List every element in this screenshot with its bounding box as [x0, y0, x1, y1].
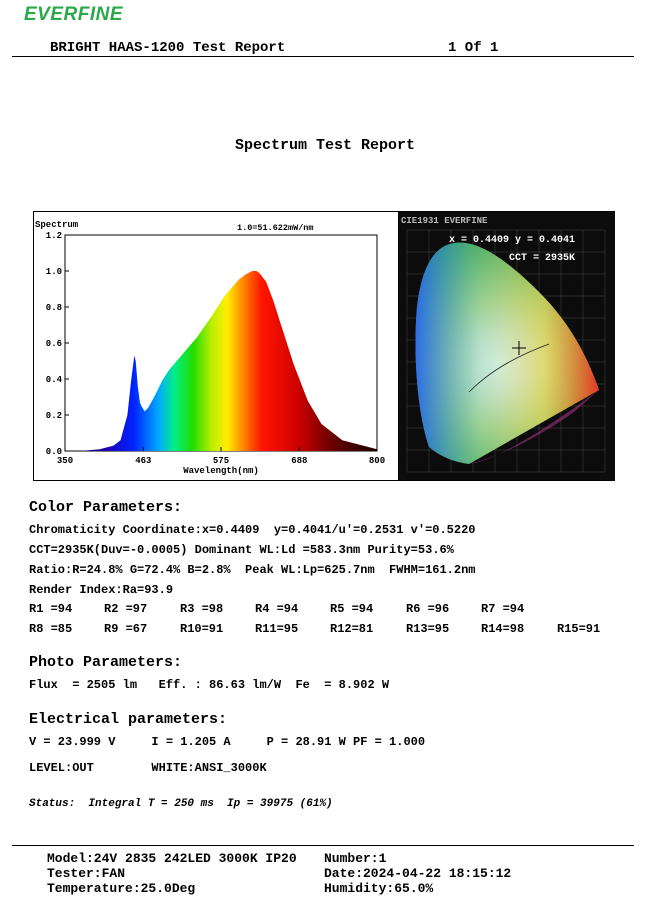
- report-title: Spectrum Test Report: [234, 137, 416, 154]
- chromaticity-line: Chromaticity Coordinate:x=0.4409 y=0.4041/u'=0.2531 v'=0.5220: [29, 523, 476, 537]
- x-tick-label: 463: [135, 456, 152, 466]
- r-value: R1 =94: [29, 602, 73, 616]
- footer-tester: Tester:FAN: [47, 866, 126, 881]
- r-value: R2 =97: [104, 602, 148, 616]
- y-tick-label: 1.2: [45, 231, 62, 241]
- spectrum-plot-area: [65, 235, 377, 451]
- spectrum-y-axis: [46, 231, 69, 457]
- spectrum-scale-note: 1.0=51.622mW/nm: [237, 223, 314, 233]
- x-tick-label: 575: [212, 456, 230, 466]
- y-tick-label: 1.0: [45, 267, 62, 277]
- footer-divider: [12, 845, 634, 846]
- header-divider: [12, 56, 634, 57]
- r-value: R12=81: [330, 622, 374, 636]
- y-tick-label: 0.6: [45, 339, 62, 349]
- r-value: R6 =96: [406, 602, 450, 616]
- r-value: R15=91: [557, 622, 601, 636]
- footer-humidity: Humidity:65.0%: [324, 881, 434, 896]
- spectrum-title: Spectrum: [35, 220, 79, 230]
- r-value: R5 =94: [330, 602, 374, 616]
- r-value: R13=95: [406, 622, 450, 636]
- report-header-title: BRIGHT HAAS-1200 Test Report: [50, 40, 286, 56]
- render-index-line: Render Index:Ra=93.9: [29, 583, 174, 597]
- everfine-logo: EVERFINE: [24, 4, 124, 25]
- x-tick-label: 688: [291, 456, 308, 466]
- cie-header: CIE1931 EVERFINE: [401, 216, 488, 226]
- x-tick-label: 350: [56, 456, 74, 466]
- cie-diagram: [398, 212, 615, 480]
- level-line: LEVEL:OUT WHITE:ANSI_3000K: [29, 761, 267, 775]
- r-value: R7 =94: [481, 602, 525, 616]
- r-value: R8 =85: [29, 622, 73, 636]
- y-tick-label: 0.2: [45, 411, 62, 421]
- ratio-line: Ratio:R=24.8% G=72.4% B=2.8% Peak WL:Lp=625.7nm FWHM=161.2nm: [29, 563, 476, 577]
- y-tick-label: 0.4: [45, 375, 62, 385]
- page-counter: 1 Of 1: [448, 40, 499, 56]
- electrical-params-heading: Electrical parameters:: [29, 711, 228, 728]
- spectrum-chart: [34, 212, 396, 480]
- x-tick-label: 800: [368, 456, 386, 466]
- r-value: R10=91: [180, 622, 224, 636]
- y-tick-label: 0.0: [45, 447, 62, 457]
- photo-params-heading: Photo Parameters:: [29, 654, 183, 671]
- y-tick-label: 0.8: [45, 303, 62, 313]
- footer-temperature: Temperature:25.0Deg: [47, 881, 196, 896]
- cie-coordinates: x = 0.4409 y = 0.4041: [449, 235, 576, 246]
- cie-cct: CCT = 2935K: [509, 253, 576, 264]
- status-line: Status: Integral T = 250 ms Ip = 39975 (61%): [29, 798, 333, 810]
- r-value: R3 =98: [180, 602, 224, 616]
- cct-line: CCT=2935K(Duv=-0.0005) Dominant WL:Ld =583.3nm Purity=53.6%: [29, 543, 454, 557]
- spectrum-curve: [65, 271, 377, 451]
- r-value: R4 =94: [255, 602, 299, 616]
- charts-panel: [33, 211, 615, 481]
- color-params-heading: Color Parameters:: [29, 499, 183, 516]
- spectrum-xlabel: Wavelength(nm): [183, 466, 259, 476]
- footer-date: Date:2024-04-22 18:15:12: [324, 866, 512, 881]
- footer-model: Model:24V 2835 242LED 3000K IP20: [47, 851, 297, 866]
- r-value: R11=95: [255, 622, 299, 636]
- flux-line: Flux = 2505 lm Eff. : 86.63 lm/W Fe = 8.902 W: [29, 678, 390, 692]
- footer-number: Number:1: [324, 851, 387, 866]
- r-value: R14=98: [481, 622, 525, 636]
- r-value: R9 =67: [104, 622, 148, 636]
- electrical-line: V = 23.999 V I = 1.205 A P = 28.91 W PF = 1.000: [29, 735, 426, 749]
